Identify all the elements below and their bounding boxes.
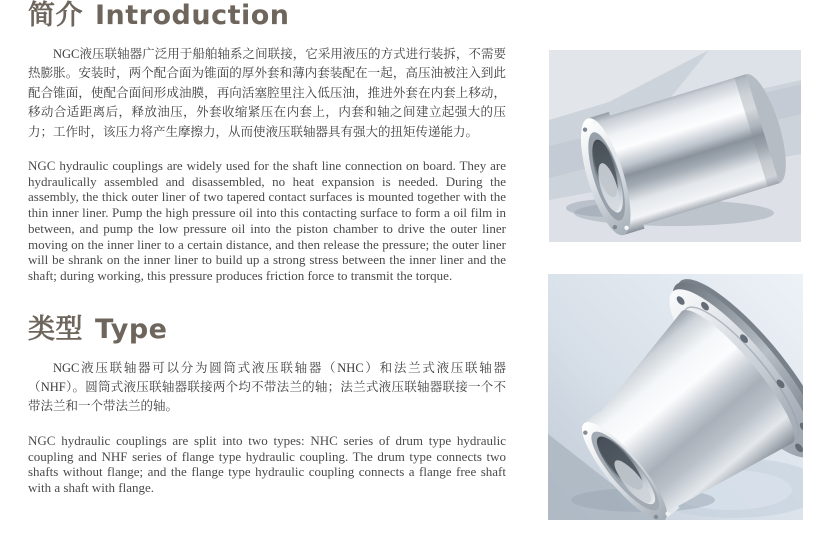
section-heading-introduction [28,0,506,32]
drum-coupling-figure [549,50,801,242]
introduction-paragraph-chinese: NGC液压联轴器广泛用于船舶轴系之间联接，它采用液压的方式进行装拆，不需要热膨胀。安装时，两个配合面为锥面的厚外套和薄内套装配在一起，高压油被注入到此配合锥面，使配合面间形成油膜，再向活塞腔里注入低压油，推进外套在内套上移动，移动合适距离后，释放油压，外套收缩紧压在内套上，内套和轴之间建立起强大的压力；工作时，该压力将产生摩擦力，从而使液压联轴器具有强大的扭矩传递能力。 [28,47,506,139]
section-heading-type [28,314,506,346]
type-paragraph-english: NGC hydraulic couplings are split into two types: NHC series of drum type hydraulic coupling and NHF series of flange type hydraulic coupling. The drum type connects two shafts without flange; and the flange type hydraulic coupling connects a flange free shaft with a shaft with flange. [28,432,506,495]
flange-coupling-figure [548,274,803,520]
heading-type-en: Type [95,313,168,345]
drum-coupling-image [549,50,801,242]
heading-introduction-en: Introduction [95,0,290,31]
flange-coupling-image [548,274,803,520]
heading-introduction-zh: 简介 [28,0,83,31]
introduction-paragraph-english: NGC hydraulic couplings are widely used for the shaft line connection on board. They are hydraulically assembled and disassembled, no heat expansion is needed. During the assembly, the thick outer liner of two tapered contact surfaces is mounted together with the thin inner liner. Pump the high pressure oil into this contacting surface to form a oil film in between, and pump the low pressure oil into the piston chamber to drive the outer liner moving on the inner liner to a certain distance, and then release the pressure; the outer liner will be shrank on the inner liner to build up a strong stress between the inner liner and the shaft; during working, this pressure produces friction force to transmit the torque. [28,158,506,283]
type-paragraph-chinese: NGC液压联轴器可以分为圆筒式液压联轴器（NHC）和法兰式液压联轴器（NHF）。圆筒式液压联轴器联接两个均不带法兰的轴；法兰式液压联轴器联接一个不带法兰和一个带法兰的轴。 [28,360,506,414]
text-column [28,0,506,496]
heading-type-zh: 类型 [28,313,83,345]
